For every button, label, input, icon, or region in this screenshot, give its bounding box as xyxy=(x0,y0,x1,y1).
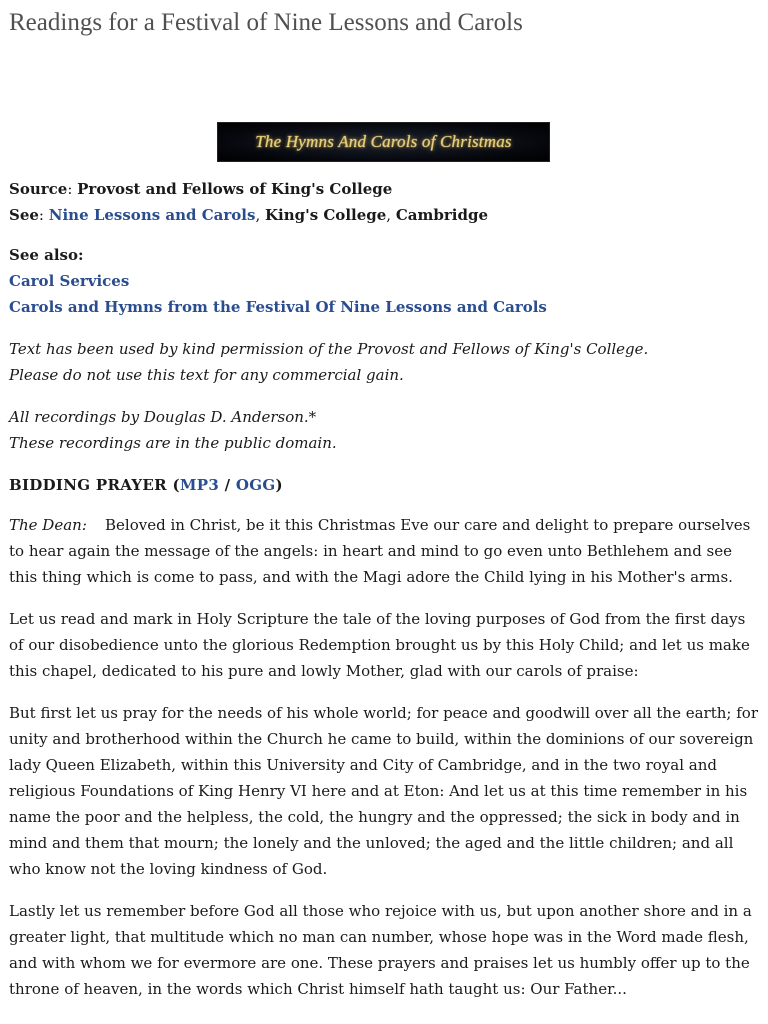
permission-notice xyxy=(9,336,759,388)
source-label: Source xyxy=(9,180,68,198)
bidding-prayer-heading: BIDDING PRAYER (MP3 / OGG) xyxy=(9,476,283,494)
see-also-label: See also: xyxy=(9,246,84,264)
see-line: See: Nine Lessons and Carols, King's College, Cambridge xyxy=(9,206,488,224)
carols-hymns-festival-link[interactable]: Carols and Hymns from the Festival Of Nine Lessons and Carols xyxy=(9,298,547,316)
prayer-paragraph-2: Let us read and mark in Holy Scripture the tale of the loving purposes of God from the first days of our disobedience unto the glorious Redemption brought us by this Holy Child; and let us make this chapel, dedicated to his pure and lowly Mother, glad with our carols of praise: xyxy=(9,610,750,680)
see-also-block xyxy=(9,242,759,320)
source-line: Source: Provost and Fellows of King's College xyxy=(9,180,393,198)
carol-services-link[interactable]: Carol Services xyxy=(9,272,130,290)
banner-text: The Hymns And Carols of Christmas xyxy=(255,132,512,151)
prayer-paragraph-4: Lastly let us remember before God all those who rejoice with us, but upon another shore and in a greater light, that multitude which no man can number, whose hope was in the Word made flesh, and with whom we for evermore are one. These prayers and praises let us humbly offer up to the throne of heaven, in the words which Christ himself hath taught us: Our Father... xyxy=(9,902,752,998)
permission-line-2: Please do not use this text for any commercial gain. xyxy=(9,366,404,384)
permission-line-1: Text has been used by kind permission of the Provost and Fellows of King's College. xyxy=(9,340,649,358)
source-block xyxy=(9,176,759,228)
page-title: Readings for a Festival of Nine Lessons and Carols xyxy=(9,9,523,36)
source-value: Provost and Fellows of King's College xyxy=(77,180,393,198)
see-cambridge: Cambridge xyxy=(395,206,488,224)
prayer-text-1: Beloved in Christ, be it this Christmas Eve our care and delight to prepare ourselves to hear again the message of the angels: in heart and mind to go even unto Bethlehem and see this thing which is come to pass, and with the Magi adore the Child lying in his Mother's arms. xyxy=(9,516,751,586)
prayer-paragraph-1 xyxy=(9,512,759,590)
nine-lessons-link[interactable]: Nine Lessons and Carols xyxy=(48,206,256,224)
mp3-link[interactable]: MP3 xyxy=(179,476,220,494)
speaker-label: The Dean: xyxy=(9,516,87,534)
recordings-notice xyxy=(9,404,759,456)
ogg-link[interactable]: OGG xyxy=(235,476,276,494)
see-label: See xyxy=(9,206,39,224)
hymns-carols-banner-image[interactable] xyxy=(217,122,550,162)
recordings-line-2: These recordings are in the public domain. xyxy=(9,434,337,452)
banner-container xyxy=(9,122,759,162)
recordings-line-1: All recordings by Douglas D. Anderson.* xyxy=(9,408,317,426)
see-kings-college: King's College xyxy=(264,206,387,224)
prayer-paragraph-3: But first let us pray for the needs of his whole world; for peace and goodwill over all the earth; for unity and brotherhood within the Church he came to build, within the dominions of our sovereign lady Queen Elizabeth, within this University and City of Cambridge, and in the two royal and religious Foundations of King Henry VI here and at Eton: And let us at this time remember in his name the poor and the helpless, the cold, the hungry and the oppressed; the sick in body and in mind and them that mourn; the lonely and the unloved; the aged and the little children; and all who know not the loving kindness of God. xyxy=(9,704,758,878)
bidding-prayer-title: BIDDING PRAYER xyxy=(9,476,167,494)
